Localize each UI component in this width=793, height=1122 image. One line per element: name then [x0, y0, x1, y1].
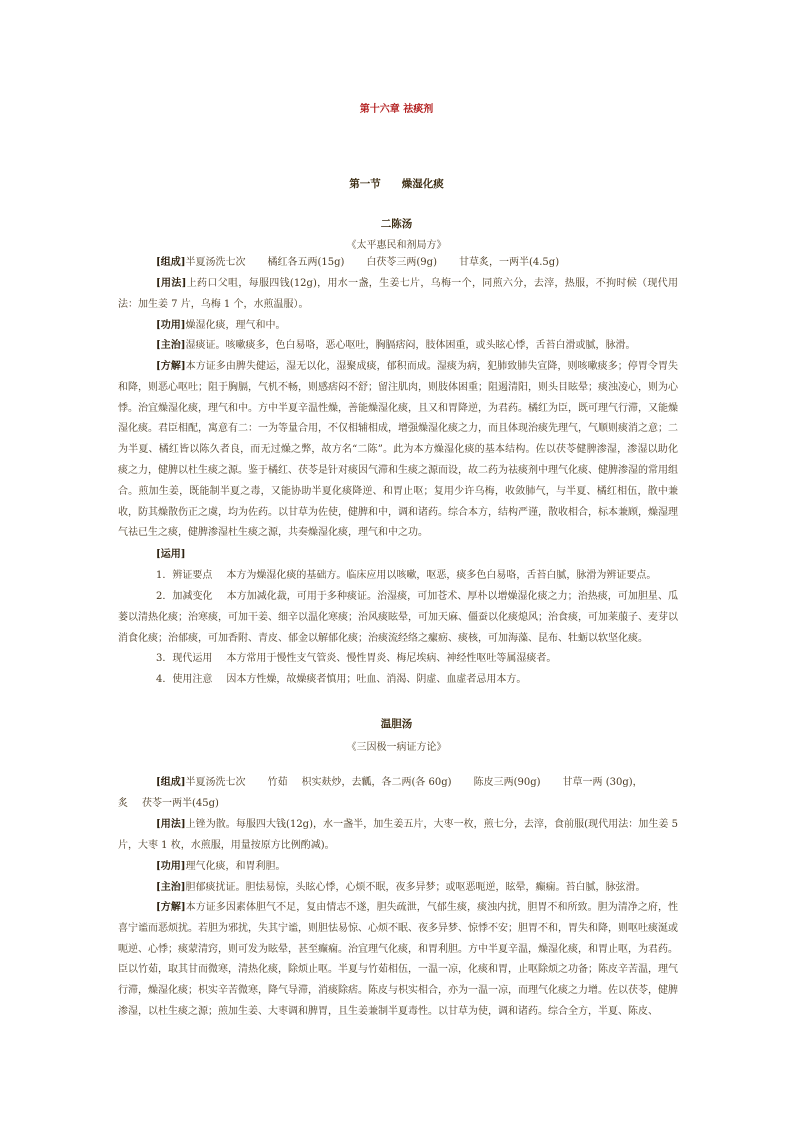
effect-text: 燥湿化痰，理气和中。 — [185, 320, 286, 331]
formula-title: 二陈汤 — [380, 218, 413, 230]
formula-composition — [118, 773, 678, 815]
section-title: 第一节 燥湿化痰 — [349, 178, 444, 190]
formula-indication — [118, 336, 678, 357]
application-item-number: 1．辨证要点 — [156, 570, 213, 581]
application-item-number: 2．加减变化 — [156, 591, 213, 602]
application-item — [118, 566, 678, 587]
effect-text: 理气化痰，和胃利胆。 — [185, 861, 286, 872]
application-item — [118, 670, 678, 691]
indication-text: 胆郁痰扰证。胆怯易惊，头眩心悸，心烦不眠，夜多异梦；或呕恶呃逆，眩晕，癫痫。苔白腻，脉弦滑。 — [185, 882, 646, 893]
application-item-text: 因本方性燥，故燥痰者慎用；吐血、消渴、阴虚、血虚者忌用本方。 — [226, 674, 527, 685]
analysis-text: 本方证多因素体胆气不足，复由情志不遂，胆失疏泄，气郁生痰，痰浊内扰，胆胃不和所致。胆为清净之府，性喜宁谧而恶烦扰。若胆为邪扰，失其宁谧，则胆怯易惊、心烦不眠、夜多异梦、惊悸不安；胆胃不和，胃失和降，则呕吐痰涎或呃逆、心悸；痰蒙清窍，则可发为眩晕，甚至癫痫。治宜理气化痰，和胃利胆。方中半夏辛温，燥湿化痰，和胃止呕，为君药。臣以竹茹，取其甘而微寒，清热化痰，除烦止呕。半夏与竹茹相伍，一温一凉，化痰和胃，止呕除烦之功备；陈皮辛苦温，理气行滞，燥湿化痰；枳实辛苦微寒，降气导滞，消痰除痞。陈皮与枳实相合，亦为一温一凉，而理气化痰之力增。佐以茯苓，健脾渗湿，以杜生痰之源；煎加生姜、大枣调和脾胃，且生姜兼制半夏毒性。以甘草为使，调和诸药。综合全方，半夏、陈皮、 — [118, 902, 678, 1017]
effect-label: [功用] — [156, 861, 186, 872]
indication-label: [主治] — [156, 340, 186, 351]
ingredient-note: 炙 — [118, 797, 128, 809]
effect-label: [功用] — [156, 320, 186, 331]
formula-composition — [118, 253, 678, 274]
composition-label: [组成] — [156, 777, 186, 788]
usage-text: 上锉为散。每服四大钱(12g)，水一盏半，加生姜五片，大枣一枚，煎七分，去滓，食前服(现代用法：加生姜 5 片，大枣 1 枚，水煎服，用量按原方比例酌减)。 — [118, 819, 678, 851]
formula-indication — [118, 878, 678, 899]
ingredient: 半夏汤洗七次 — [185, 257, 246, 268]
usage-text: 上药口父咀，每服四钱(12g)，用水一盏，生姜七片，乌梅一个，同煎六分，去滓，热服，不拘时候（现代用法：加生姜 7 片，乌梅 1 个，水煎温服）。 — [118, 278, 678, 310]
application-label: [运用] — [156, 549, 186, 560]
formula-source: 《三因极一病证方论》 — [346, 742, 447, 753]
analysis-label: [方解] — [156, 361, 186, 372]
ingredient: 陈皮三两(90g) — [473, 777, 541, 788]
formula-analysis — [118, 898, 678, 1023]
formula-application — [118, 545, 678, 566]
formula-source: 《太平惠民和剂局方》 — [346, 240, 447, 251]
application-item — [118, 649, 678, 670]
composition-label: [组成] — [156, 257, 186, 268]
usage-label: [用法] — [156, 819, 186, 830]
ingredient: 茯苓一两半(45g) — [142, 797, 219, 809]
formula-usage — [118, 274, 678, 316]
ingredient: 半夏汤洗七次 — [185, 777, 246, 788]
ingredient: 枳实麸炒，去瓤，各二两(各 60g) — [301, 777, 452, 788]
formula-usage — [118, 815, 678, 857]
ingredient: 甘草炙，一两半(4.5g) — [458, 257, 560, 268]
application-item-number: 3．现代运用 — [156, 653, 213, 664]
application-item-text: 本方常用于慢性支气管炎、慢性胃炎、梅尼埃病、神经性呕吐等属湿痰者。 — [226, 653, 557, 664]
formula-effect — [118, 857, 678, 878]
chapter-title: 第十六章 祛痰剂 — [359, 104, 434, 115]
ingredient: 白茯苓三两(9g) — [366, 257, 437, 268]
application-item-text: 本方为燥湿化痰的基础方。临床应用以咳嗽，呕恶，痰多色白易咯，舌苔白腻，脉滑为辨证要点。 — [226, 570, 657, 581]
indication-label: [主治] — [156, 882, 186, 893]
application-item — [118, 587, 678, 649]
application-item-text: 本方加减化裁，可用于多种痰证。治湿痰，可加苍术、厚朴以增燥湿化痰之力；治热痰，可加胆星、瓜蒌以清热化痰；治寒痰，可加干姜、细辛以温化寒痰；治风痰眩晕，可加天麻、僵蚕以化痰熄风；治食痰，可加莱菔子、麦芽以消食化痰；治郁痰，可加香附、青皮、郁金以解郁化痰；治痰流经络之瘰疬、痰核，可加海藻、昆布、牡蛎以软坚化痰。 — [118, 591, 678, 644]
analysis-text: 本方证多由脾失健运，湿无以化，湿聚成痰，郁积而成。湿痰为病，犯肺致肺失宣降，则咳嗽痰多；停胃令胃失和降，则恶心呕吐；阻于胸膈，气机不畅，则感痞闷不舒；留注肌肉，则肢体困重；阻遏清阳，则头目眩晕；痰浊凌心，则为心悸。治宜燥湿化痰，理气和中。方中半夏辛温性燥，善能燥湿化痰，且又和胃降逆，为君药。橘红为臣，既可理气行滞，又能燥湿化痰。君臣相配，寓意有二：一为等量合用，不仅相辅相成，增强燥湿化痰之力，而且体现治痰先理气，气顺则痰消之意；二为半夏、橘红皆以陈久者良，而无过燥之弊，故方名“二陈”。此为本方燥湿化痰的基本结构。佐以茯苓健脾渗湿，渗湿以助化痰之力，健脾以杜生痰之源。鉴于橘红、茯苓是针对痰因气滞和生痰之源而设，故二药为祛痰剂中理气化痰、健脾渗湿的常用组合。煎加生姜，既能制半夏之毒，又能协助半夏化痰降逆、和胃止呕；复用少许乌梅，收敛肺气，与半夏、橘红相伍，散中兼收，防其燥散伤正之虞，均为佐药。以甘草为佐使，健脾和中，调和诸药。综合本方，结构严谨，散收相合，标本兼顾，燥湿理气祛已生之痰，健脾渗湿杜生痰之源，共奏燥湿化痰，理气和中之功。 — [118, 361, 678, 539]
indication-text: 湿痰证。咳嗽痰多，色白易咯，恶心呕吐，胸膈痞闷，肢体困重，或头眩心悸，舌苔白滑或腻，脉滑。 — [185, 340, 636, 351]
application-item-number: 4．使用注意 — [156, 674, 213, 685]
formula-analysis — [118, 357, 678, 544]
usage-label: [用法] — [156, 278, 187, 289]
ingredient: 甘草一两 (30g)， — [562, 777, 643, 788]
analysis-label: [方解] — [156, 902, 186, 913]
formula-title: 温胆汤 — [380, 718, 413, 730]
ingredient: 竹茹 — [267, 777, 288, 788]
formula-effect — [118, 316, 678, 337]
ingredient: 橘红各五两(15g) — [267, 257, 345, 268]
